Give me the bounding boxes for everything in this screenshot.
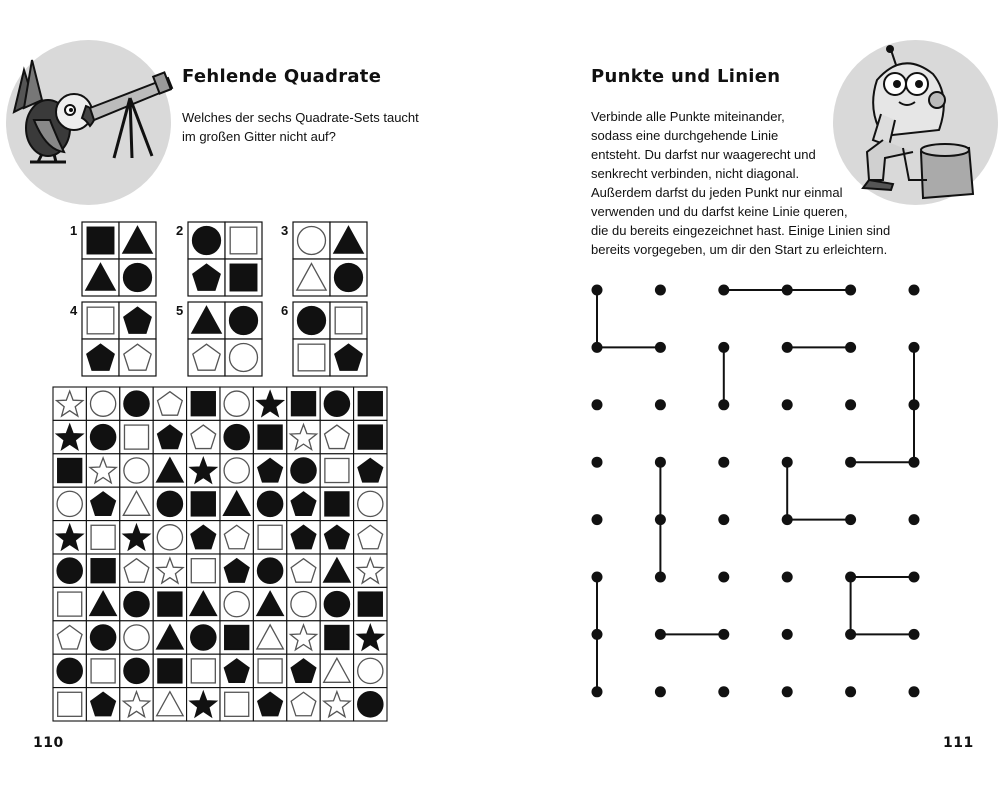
instruction-line: Welches der sechs Quadrate-Sets taucht [182, 110, 419, 125]
puzzle-dot[interactable] [909, 285, 920, 296]
instruction-line: die du bereits eingezeichnet hast. Einige Linien sind [591, 223, 891, 238]
puzzle-dot[interactable] [782, 572, 793, 583]
instruction-line: senkrecht verbinden, nicht diagonal. [591, 166, 800, 181]
puzzle-dot[interactable] [845, 399, 856, 410]
puzzle-dot[interactable] [909, 457, 920, 468]
puzzle-dot[interactable] [718, 629, 729, 640]
puzzle-dot[interactable] [592, 686, 603, 697]
puzzle-dot[interactable] [909, 629, 920, 640]
puzzle-dot[interactable] [592, 399, 603, 410]
puzzle-dot[interactable] [845, 686, 856, 697]
puzzle-dot[interactable] [592, 514, 603, 525]
puzzle-dot[interactable] [782, 342, 793, 353]
instruction-line: bereits vorgegeben, um dir den Start zu erleichtern. [591, 242, 888, 257]
puzzle-dot[interactable] [592, 457, 603, 468]
given-lines [597, 290, 914, 692]
set-label-1: 1 [70, 223, 78, 238]
set-label-6: 6 [281, 303, 289, 318]
puzzle-dot[interactable] [845, 342, 856, 353]
set-label-3: 3 [281, 223, 289, 238]
page-number-left: 110 [33, 735, 64, 751]
puzzle-dot[interactable] [718, 686, 729, 697]
puzzle-dot[interactable] [655, 629, 666, 640]
puzzle-dot[interactable] [718, 342, 729, 353]
puzzle-dot[interactable] [592, 572, 603, 583]
puzzle-dot[interactable] [845, 457, 856, 468]
puzzle-dot[interactable] [782, 399, 793, 410]
puzzle-dot[interactable] [718, 572, 729, 583]
page-title-right: Punkte und Linien [591, 66, 781, 87]
instruction-line: Verbinde alle Punkte miteinander, [591, 109, 785, 124]
set-label-5: 5 [176, 303, 184, 318]
puzzle-dot[interactable] [909, 514, 920, 525]
puzzle-dot[interactable] [909, 342, 920, 353]
puzzle-dot[interactable] [782, 285, 793, 296]
instruction-line: verwenden und du darfst keine Linie queren, [591, 204, 848, 219]
page-title-left: Fehlende Quadrate [182, 66, 382, 87]
puzzle-dot[interactable] [592, 285, 603, 296]
puzzle-dot[interactable] [655, 514, 666, 525]
puzzle-dot[interactable] [655, 342, 666, 353]
set-label-4: 4 [70, 303, 78, 318]
puzzle-dot[interactable] [909, 399, 920, 410]
puzzle-dot[interactable] [845, 629, 856, 640]
puzzle-dot[interactable] [655, 285, 666, 296]
instruction-line: im großen Gitter nicht auf? [182, 129, 336, 144]
set-label-2: 2 [176, 223, 184, 238]
puzzle-dot[interactable] [845, 572, 856, 583]
instruction-line: Außerdem darfst du jeden Punkt nur einmal [591, 185, 843, 200]
puzzle-dot[interactable] [782, 457, 793, 468]
puzzle-dot[interactable] [655, 572, 666, 583]
puzzle-dot[interactable] [909, 686, 920, 697]
puzzle-dot[interactable] [655, 457, 666, 468]
instruction-line: sodass eine durchgehende Linie [591, 128, 779, 143]
puzzle-dot[interactable] [718, 514, 729, 525]
page-number-right: 111 [943, 735, 974, 751]
puzzle-dot[interactable] [655, 399, 666, 410]
puzzle-dot[interactable] [718, 285, 729, 296]
puzzle-dot[interactable] [845, 514, 856, 525]
puzzle-dot[interactable] [782, 514, 793, 525]
puzzle-dot[interactable] [845, 285, 856, 296]
puzzle-dot[interactable] [909, 572, 920, 583]
puzzle-dot[interactable] [655, 686, 666, 697]
puzzle-dot[interactable] [718, 457, 729, 468]
puzzle-dot[interactable] [592, 342, 603, 353]
puzzle-dot[interactable] [592, 629, 603, 640]
puzzle-dot[interactable] [718, 399, 729, 410]
instruction-line: entsteht. Du darfst nur waagerecht und [591, 147, 816, 162]
puzzle-dot[interactable] [782, 629, 793, 640]
puzzle-dot[interactable] [782, 686, 793, 697]
